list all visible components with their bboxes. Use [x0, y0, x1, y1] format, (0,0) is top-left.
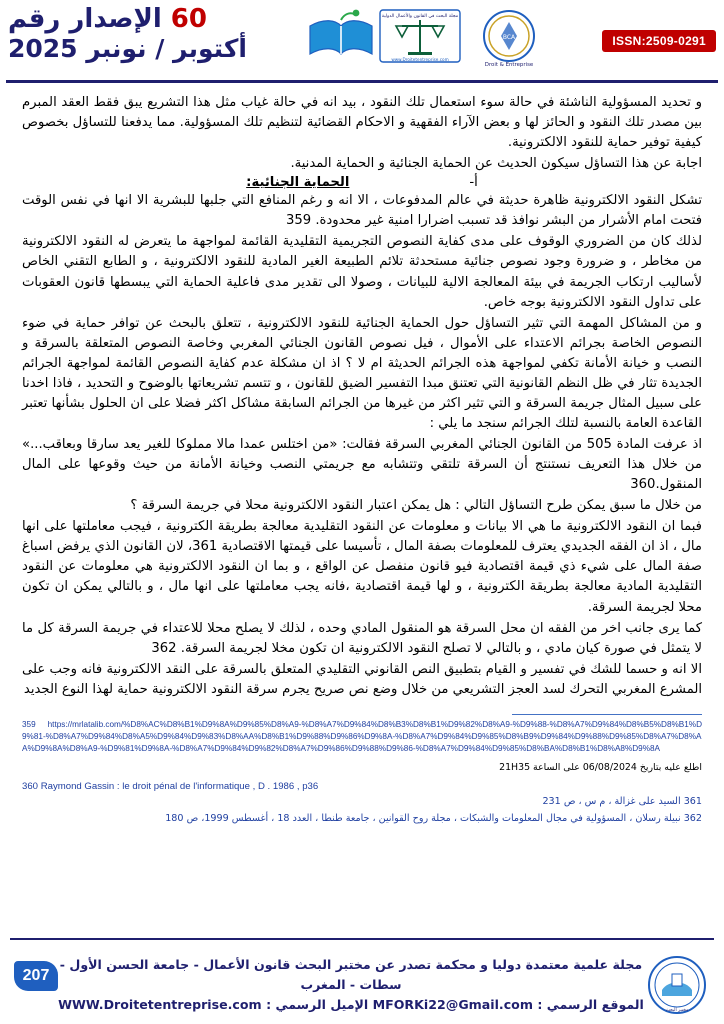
paragraph: اجابة عن هذا التساؤل سيكون الحديث عن الحماية الجنائية و الحماية المدنية. [290, 156, 702, 172]
footer-text-block [58, 955, 644, 1015]
svg-text:BCA: BCA [502, 34, 515, 41]
footnote-number: 361 [683, 795, 702, 807]
footnote-access-date: اطلع عليه بتاريخ 06/08/2024 على الساعة 21H35 [499, 761, 702, 773]
document-body [0, 83, 724, 700]
issn-badge: ISSN:2509-0291 [602, 30, 716, 52]
footnote-number: 360 [22, 780, 39, 792]
footnote-360 [22, 781, 702, 792]
footnote-link[interactable]: https://mrlatalib.com/%D8%AC%D8%B1%D9%8A%D9%85%D8%A9-%D8%A7%D9%84%D8%B3%D8%B1%D9%82%D8%A9-%D9%88-%D8%A7%D9%84%D8%B5%D8%B1%D9%81-%D8%A7%D9%84%D8%A5%D9%84%D9%83%D8%AA%D8%B1%D9%88%D9%86%D9%8A-%D8%A7%D9%84%D9%85%D8%B9%D9%84%D9%88%D9%85%D8%A7%D8%AA%D9%8A%D8%A9-%D9%81%D9%8A-%D8%A7%D9%84%D9%82%D8%A7%D9%86%D9%88%D9%86-%D8%A7%D9%84%D9%85%D8%BA%D8%B1%D8%A8%D9%8A [22, 719, 702, 754]
footer-site-label: الموقع الرسمي : [537, 997, 644, 1013]
page-number-badge: 207 [14, 961, 58, 991]
page-header [0, 0, 724, 78]
footnote-number: 359 [22, 719, 36, 729]
svg-text:مجلة البحث في القانون والأعمال: مجلة البحث في القانون والأعمال الدولية [381, 14, 458, 19]
paragraph: و من المشاكل المهمة التي تثير التساؤل حول الحماية الجنائية للنقود الالكترونية ، تتعلق بالبحث عن توافر حماية في ضوء النصوص الخاصة بجرائم الاعتداء على الأموال ، فيل نصوص القانون الجنائي المغربي وخاصة النصوص المتعلقة بالسرقة و النصب و خيانة الأمانة تكفي لمواجهة هذه الجرائم الحديثة ام لا ؟ اذ ان مشكلة عدم كفاية النصوص القائمة لمواجهة الجرائم الجديدة تثار في ظل النظم القانونية التي تعتنق مبدا التفسير الضيق للقانون ، و تتسم تشريعاتها بالوضوح و التحديد ، فاذا اخدنا على سبيل المثال جريمة السرقة و التي تثير اكثر من غيرها من الجرائم السابقة مشاكل اكثر فضلا على ان الحلول بشأنها تعتبر القاعدة العامة بالنسبة لتلك الجرائم سنجد ما يلي : [22, 315, 702, 431]
footnote-text: Raymond Gassin : le droit pénal de l'informatique , D . 1986 , p36 [40, 780, 319, 792]
footnote-362 [22, 812, 702, 826]
issue-line [8, 6, 247, 33]
paragraph: اذ عرفت المادة 505 من القانون الجنائي المغربي السرقة فقالت: «من اختلس عمدا مالا مملوكا للغير يعد سارقا وبعاقب...» من خلال هذا التعريف نستنتج أن السرقة تلتقي وتتشابه مع جريمتي النصب وخيانة الأمانة من حيث وقوعها على المال المنقول.360 [22, 437, 702, 493]
footnote-separator [512, 714, 702, 715]
section-marker: أ- [469, 175, 478, 191]
paragraph: الا انه و حسما للشك في تفسير و القيام بتطبيق النص القانوني التقليدي المتعلق بالسرقة على النقد الالكترونية فانه وجب على المشرع المغربي التحرك لسد العجز التشريعي من خلال وضع نص صريح يجرم سرقة النقود الالكترونية حماية لهذا النوع الجديد [22, 661, 702, 697]
footer-website[interactable]: WWW.Droitetentreprise.com [58, 997, 262, 1013]
svg-text:مختبر البحث: مختبر البحث [665, 1008, 689, 1013]
page-footer [0, 938, 724, 1024]
footer-contact-line [58, 995, 644, 1015]
footer-email-label: الإميل الرسمي : [266, 997, 369, 1013]
issue-date: أكتوبر / نونبر 2025 [8, 34, 247, 64]
svg-text:Droit & Entreprise: Droit & Entreprise [484, 62, 533, 68]
issue-label: الإصدار رقم [8, 4, 162, 34]
header-issue-block [8, 4, 247, 64]
footnote-number: 362 [683, 813, 702, 825]
svg-text:www.Droitetentreprise.com: www.Droitetentreprise.com [391, 57, 449, 62]
issue-number: 60 [170, 4, 207, 34]
paragraph: فبما ان النقود الالكترونية ما هي الا بيانات و معلومات عن النقود التقليدية معالجة بطريقة الكترونية ، فيجب معاملتها على انها مال ، اذ ان الفقه الجديدي يعترف للمعلومات بصفة المال ، تأسيسا على قيمتها الاقتصادية 361، لان القانون الذي يرفض اسباغ صفة المال على شيء ذي قيمة اقتصادية فيو قانون منفصل عن الواقع ، و بما ان النقود الالكترونية هي معلومات عن النقود التقليدية المادية معالجة بطريقة الكترونية ، و لها قيمة اقتصادية ،فانه يجب معاملتها على انها مال ، و بالتالي يمكن ان تكون محلا لجريمة السرقة. [22, 519, 702, 615]
footnotes-section [0, 719, 724, 827]
section-title: الحماية الجنائية: [246, 175, 350, 191]
journal-seal-logo [472, 6, 546, 70]
book-logo [304, 6, 378, 70]
footnote-359 [22, 719, 702, 756]
footer-journal-line: مجلة علمية معتمدة دوليا و محكمة تصدر عن مختبر البحث قانون الأعمال - جامعة الحسن الأول - سطات - المغرب [59, 956, 643, 992]
footnote-text: السيد على غزالة ، م س ، ص 231 [542, 795, 681, 807]
paragraph: كما يرى جانب اخر من الفقه ان محل السرقة هو المنقول المادي وحده ، لذلك لا يصلح محلا للاعتداء في جريمة السرقة كل ما لا يتمثل في صورة كيان مادي ، و بالتالي لا تصلح النقود الالكترونية ان تكون مخلا لجريمة السرقة. 362 [22, 620, 702, 656]
paragraph: تشكل النقود الالكترونية ظاهرة حديثة في عالم المدفوعات ، الا انه و رغم المنافع التي جلبها للبشرية الا انها في نفس الوقت فتحت امام الأشرار من البشر نوافذ قد تسبب اضرارا امنية غير محدودة. 359 [22, 193, 702, 229]
footnote-361 [22, 795, 702, 809]
paragraph: من خلال ما سبق يمكن طرح التساؤل التالي : هل يمكن اعتبار النقود الالكترونية محلا في جريمة السرقة ؟ [130, 498, 702, 514]
paragraph: لذلك كان من الضروري الوقوف على مدى كفاية النصوص التجريمية التقليدية القائمة لمواجهة ما يتعرض له النقود الالكترونية من مخاطر ، و ضرورة وجود نصوص جنائية مستحدثة تلائم الطبيعة الغير المادية للنقود الالكترونية ، و الطابع التقني الخاص لأساليب ارتكاب الجريمة في بيئة المعالجة الالية للبيانات ، وصولا الى تقدير مدى فاعلية الحماية التي يبسطها قانون العقوبات على تداول النقود الالكترونية بوجه خاص. [22, 234, 702, 310]
header-logos [247, 4, 602, 70]
footer-email[interactable]: MFORKi22@Gmail.com [372, 997, 533, 1013]
footnote-text: نبيلة رسلان ، المسؤولية في مجال المعلومات والشبكات ، مجلة روح القوانين ، جامعة طنطا ، العدد 18 ، أغسطس 1999، ص 180 [165, 813, 681, 825]
section-heading-row [22, 175, 702, 190]
paragraph: و تحديد المسؤولية الناشئة في حالة سوء استعمال تلك النقود ، بيد انه في حالة غياب مثل هذا التشريع يبق فقط العقد المبرم بين مصدر تلك النقود و الحائز لها و بعض الآراء الفقهية و الاحكام القضائية لتنظيم تلك المسؤولية. مما يدفعنا للتساؤل بخصوص كيفية توفير حماية للنقود الالكترونية. [22, 95, 702, 151]
scales-of-justice-logo [381, 6, 462, 70]
lab-seal-logo [644, 954, 710, 1016]
